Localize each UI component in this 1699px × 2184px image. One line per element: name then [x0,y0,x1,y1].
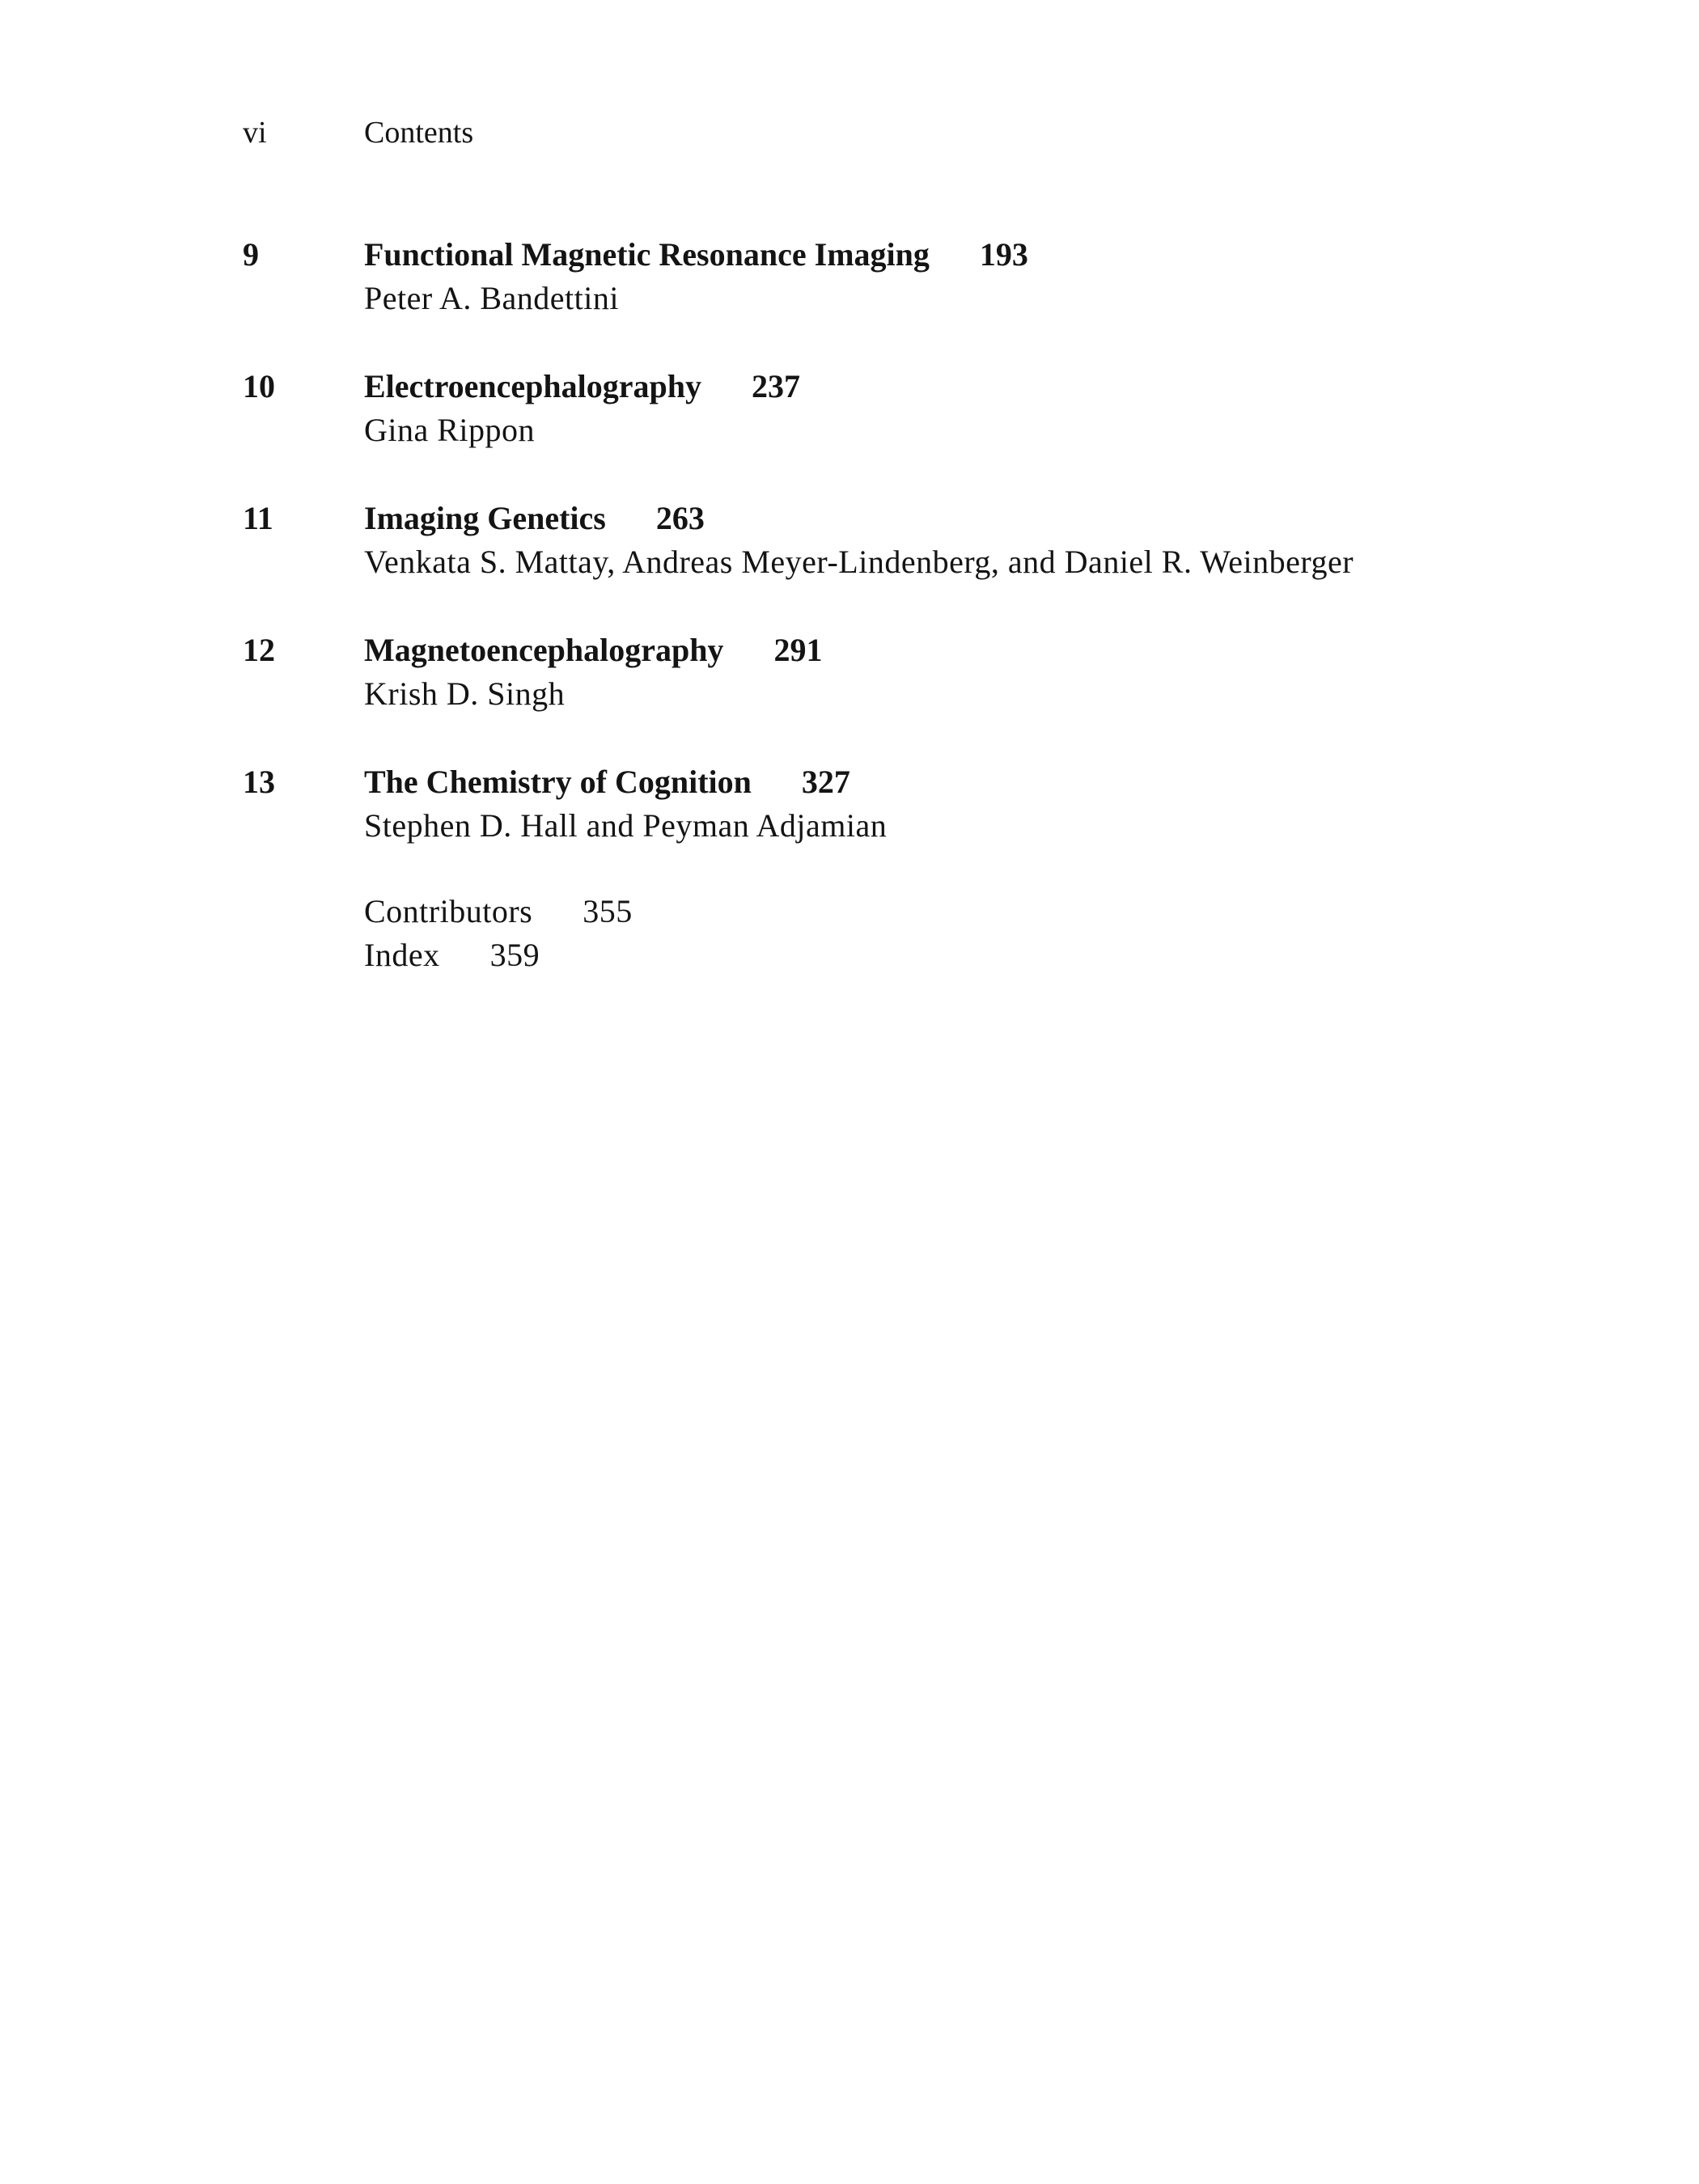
chapter-title: Magnetoencephalography [364,632,724,668]
page-folio: vi [243,116,267,150]
chapter-authors: Gina Rippon [364,412,536,448]
chapter-authors: Peter A. Bandettini [364,280,620,316]
toc-entry-chapter-11[interactable] [243,497,1602,584]
chapter-page-number: 237 [752,368,801,404]
chapter-title: The Chemistry of Cognition [364,764,752,800]
chapter-page-number: 263 [655,500,705,536]
chapter-number: 11 [243,500,273,536]
backmatter-page-number: 359 [489,937,540,973]
toc-entry-chapter-10[interactable] [243,365,1602,452]
toc-entry-index[interactable] [364,933,633,977]
chapter-heading [364,629,822,672]
chapter-page-number: 291 [773,632,823,668]
chapter-number: 13 [243,764,275,800]
chapter-heading [364,365,800,408]
backmatter-title: Contributors [364,893,533,929]
chapter-page-number: 327 [801,764,850,800]
backmatter-title: Index [364,937,440,973]
chapter-title: Functional Magnetic Resonance Imaging [364,236,930,273]
backmatter-list [364,890,633,977]
toc-entry-chapter-12[interactable] [243,629,1602,716]
chapter-page-number: 193 [979,236,1028,273]
toc-entry-contributors[interactable] [364,890,633,933]
chapter-authors: Krish D. Singh [364,675,566,712]
toc-entry-chapter-13[interactable] [243,760,1602,848]
chapter-authors: Stephen D. Hall and Peyman Adjamian [364,807,888,844]
toc-entry-chapter-9[interactable] [243,233,1602,320]
chapter-number: 9 [243,236,259,273]
chapter-number: 12 [243,632,275,668]
chapter-authors: Venkata S. Mattay, Andreas Meyer-Lindenberg, and Daniel R. Weinberger [364,544,1354,580]
chapter-title: Imaging Genetics [364,500,606,536]
chapter-number: 10 [243,368,275,404]
running-head-title: Contents [364,116,474,150]
chapter-heading [364,760,850,804]
backmatter-page-number: 355 [583,893,633,929]
table-of-contents [243,233,1602,892]
chapter-title: Electroencephalography [364,368,702,404]
chapter-heading [364,497,705,540]
chapter-heading [364,233,1028,277]
